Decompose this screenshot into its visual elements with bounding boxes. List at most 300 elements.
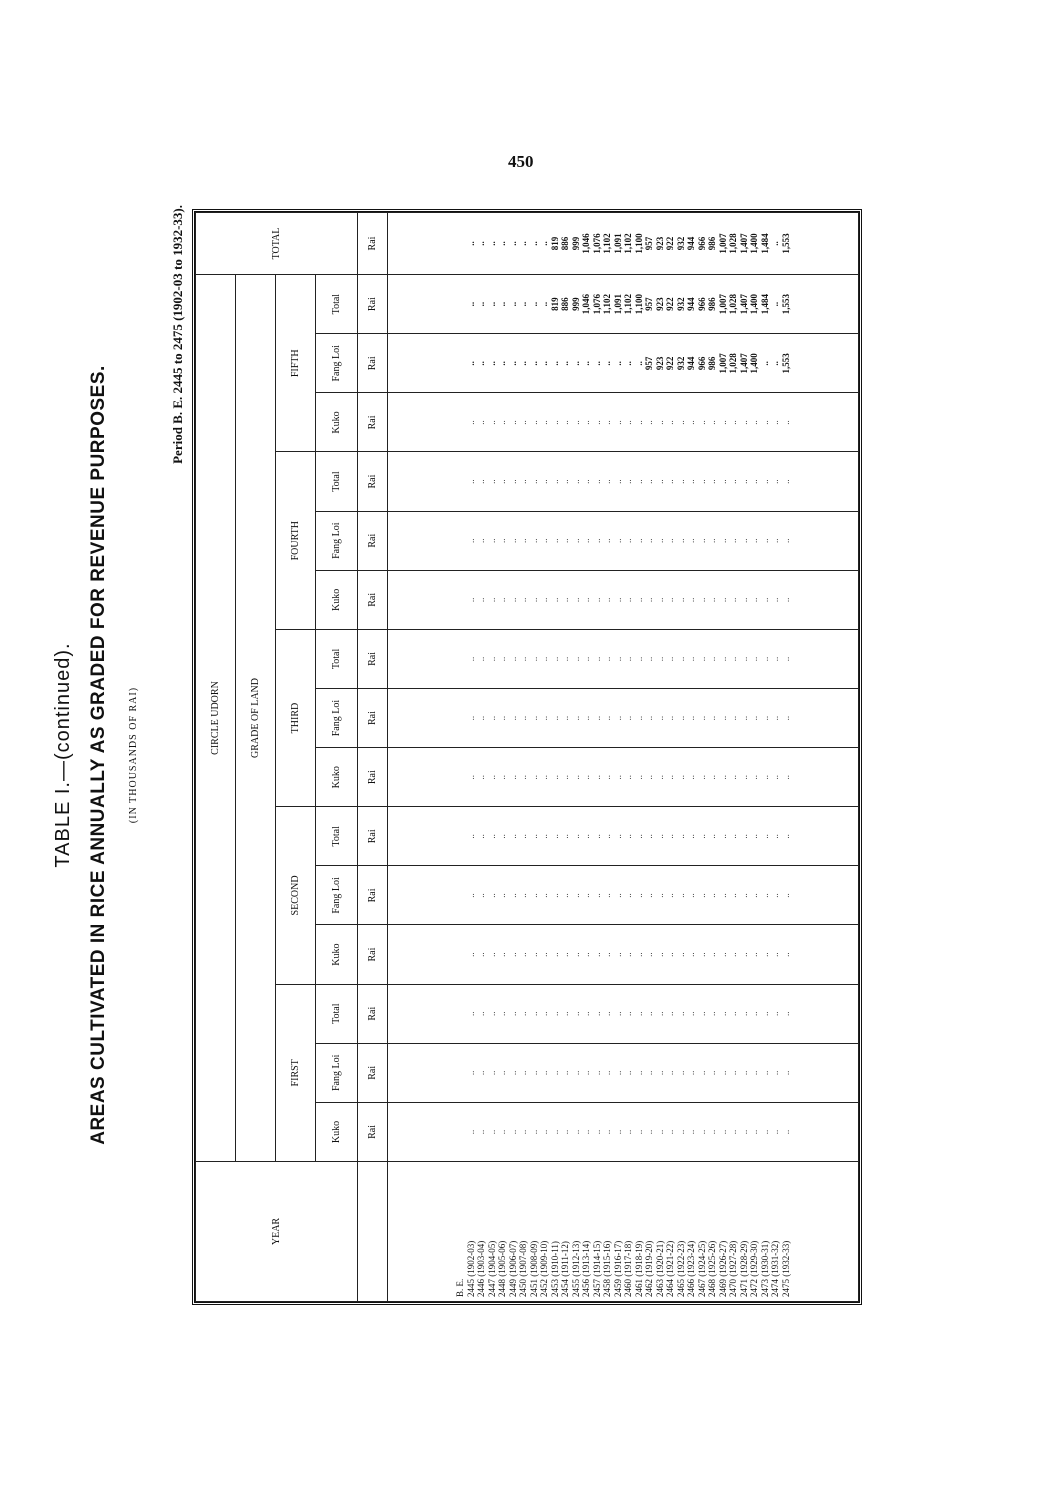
empty-cell: ..: [770, 538, 780, 543]
empty-cell: ..: [665, 1070, 675, 1076]
empty-cell: ..: [602, 715, 612, 721]
value-cell: ..: [518, 361, 528, 366]
empty-cell: ..: [623, 1011, 633, 1016]
empty-cell: ..: [633, 479, 644, 484]
value-cell: 1,553: [780, 353, 791, 374]
empty-cell: ..: [623, 479, 633, 484]
empty-cell: ..: [770, 597, 780, 603]
value-cell: ..: [465, 241, 476, 246]
value-cell: ..: [497, 301, 507, 307]
empty-cell: ..: [759, 952, 770, 957]
value-cell: 922: [665, 297, 675, 311]
empty-cell: ..: [623, 715, 633, 721]
empty-cell: ..: [497, 774, 507, 780]
value-cell: ..: [623, 361, 633, 366]
empty-cell: ..: [539, 538, 549, 543]
col-second-kuko: [388, 925, 859, 984]
year-entry: 2472 (1929-30): [749, 1240, 759, 1297]
empty-cell: ..: [717, 1070, 728, 1076]
empty-cell: ..: [665, 420, 675, 425]
empty-cell: ..: [644, 656, 654, 662]
empty-cell: ..: [686, 893, 696, 898]
empty-cell: ..: [633, 715, 644, 721]
empty-cell: ..: [707, 715, 717, 721]
empty-cell: ..: [591, 715, 602, 721]
value-cell: 923: [654, 236, 665, 251]
value-cell: 1,407: [738, 294, 749, 315]
table-subtitle: AREAS CULTIVATED IN RICE ANNUALLY AS GRADED FOR REVENUE PURPOSES.: [88, 365, 109, 1145]
empty-cell: ..: [749, 597, 759, 603]
empty-cell: ..: [665, 715, 675, 721]
empty-cell: ..: [570, 1011, 581, 1016]
empty-cell: ..: [654, 1011, 665, 1016]
empty-cell: ..: [707, 834, 717, 839]
empty-cell: ..: [581, 715, 591, 721]
year-entry: 2468 (1925-26): [707, 1240, 717, 1297]
unit-label: Rai: [358, 629, 388, 688]
empty-cell: ..: [528, 420, 539, 425]
empty-cell: ..: [465, 715, 476, 721]
empty-cell: ..: [686, 715, 696, 721]
value-cell: 1,400: [749, 294, 759, 315]
sub-header-second-fang-loi: Fang Loi: [316, 866, 358, 925]
value-cell: ..: [476, 301, 486, 307]
value-cell: ..: [497, 361, 507, 366]
empty-cell: ..: [476, 1129, 486, 1135]
empty-cell: ..: [665, 952, 675, 957]
value-cell: ..: [507, 301, 518, 307]
empty-cell: ..: [476, 656, 486, 662]
empty-cell: ..: [570, 597, 581, 603]
value-cell: 886: [560, 236, 570, 251]
empty-cell: ..: [570, 420, 581, 425]
empty-cell: ..: [728, 1070, 738, 1076]
value-cell: 1,007: [717, 233, 728, 254]
empty-cell: ..: [675, 834, 686, 839]
empty-cell: ..: [465, 656, 476, 662]
year-entry: 2450 (1907-08): [518, 1240, 528, 1297]
empty-cell: ..: [560, 597, 570, 603]
value-cell: ..: [539, 301, 549, 307]
empty-cell: ..: [581, 656, 591, 662]
empty-cell: ..: [654, 597, 665, 603]
empty-cell: ..: [549, 420, 560, 425]
col-fifth-total: [388, 275, 859, 334]
empty-cell: ..: [486, 538, 497, 543]
col-first-fang-loi: [388, 1043, 859, 1102]
sub-header-fifth-total: Total: [316, 275, 358, 334]
empty-cell: ..: [612, 1070, 623, 1076]
value-cell: 1,028: [728, 353, 738, 374]
value-cell: 1,102: [602, 294, 612, 315]
value-cell: ..: [539, 361, 549, 366]
empty-cell: ..: [581, 479, 591, 484]
empty-cell: ..: [633, 597, 644, 603]
empty-cell: ..: [728, 834, 738, 839]
unit-label: Rai: [358, 748, 388, 807]
value-cell: 957: [644, 297, 654, 311]
empty-cell: ..: [717, 656, 728, 662]
empty-cell: ..: [497, 1011, 507, 1016]
circle-header: CIRCLE UDORN: [196, 275, 236, 1162]
units-note: (IN THOUSANDS OF RAI): [128, 686, 139, 824]
empty-cell: ..: [539, 479, 549, 484]
value-cell: ..: [476, 241, 486, 246]
value-cell: 999: [570, 236, 581, 251]
empty-cell: ..: [770, 479, 780, 484]
sub-header-third-fang-loi: Fang Loi: [316, 689, 358, 748]
empty-cell: ..: [539, 952, 549, 957]
col-fifth-fang-loi: [388, 334, 859, 393]
empty-cell: ..: [623, 420, 633, 425]
empty-cell: ..: [528, 1011, 539, 1016]
empty-cell: ..: [686, 1129, 696, 1135]
empty-cell: ..: [770, 952, 780, 957]
empty-cell: ..: [612, 893, 623, 898]
empty-cell: ..: [644, 1011, 654, 1016]
value-cell: ..: [497, 241, 507, 246]
empty-cell: ..: [675, 1129, 686, 1135]
unit-label: Rai: [358, 925, 388, 984]
value-cell: ..: [518, 241, 528, 246]
unit-label: Rai: [358, 511, 388, 570]
empty-cell: ..: [570, 479, 581, 484]
empty-cell: ..: [507, 1011, 518, 1016]
empty-cell: ..: [780, 1129, 791, 1135]
empty-cell: ..: [780, 834, 791, 839]
unit-label: Rai: [358, 866, 388, 925]
empty-cell: ..: [644, 774, 654, 780]
empty-cell: ..: [654, 420, 665, 425]
empty-cell: ..: [780, 656, 791, 662]
empty-cell: ..: [612, 479, 623, 484]
empty-cell: ..: [486, 893, 497, 898]
empty-cell: ..: [759, 893, 770, 898]
value-cell: 932: [675, 356, 686, 371]
year-entry: 2456 (1913-14): [581, 1240, 591, 1297]
empty-cell: ..: [507, 538, 518, 543]
year-entry: 2475 (1932-33): [780, 1240, 791, 1297]
empty-cell: ..: [759, 715, 770, 721]
empty-cell: ..: [665, 538, 675, 543]
empty-cell: ..: [612, 715, 623, 721]
year-entry: 2465 (1922-23): [675, 1240, 686, 1297]
sub-header-fifth-fang-loi: Fang Loi: [316, 334, 358, 393]
col-second-fang-loi: [388, 866, 859, 925]
empty-cell: ..: [549, 834, 560, 839]
empty-cell: ..: [696, 834, 707, 839]
empty-cell: ..: [581, 1070, 591, 1076]
empty-cell: ..: [644, 715, 654, 721]
empty-cell: ..: [528, 715, 539, 721]
empty-cell: ..: [570, 1129, 581, 1135]
empty-cell: ..: [738, 1070, 749, 1076]
empty-cell: ..: [675, 597, 686, 603]
empty-cell: ..: [654, 479, 665, 484]
empty-cell: ..: [612, 952, 623, 957]
col-first-total: [388, 984, 859, 1043]
empty-cell: ..: [497, 479, 507, 484]
empty-cell: ..: [539, 1011, 549, 1016]
empty-cell: ..: [644, 1129, 654, 1135]
empty-cell: ..: [759, 834, 770, 839]
empty-cell: ..: [602, 893, 612, 898]
empty-cell: ..: [528, 656, 539, 662]
value-cell: 957: [644, 356, 654, 371]
empty-cell: ..: [675, 893, 686, 898]
page-number: 450: [508, 152, 534, 171]
empty-cell: ..: [602, 597, 612, 603]
empty-cell: ..: [675, 420, 686, 425]
empty-cell: ..: [633, 538, 644, 543]
value-cell: 1,076: [591, 294, 602, 315]
unit-label: Rai: [358, 984, 388, 1043]
empty-cell: ..: [476, 715, 486, 721]
empty-cell: ..: [476, 1070, 486, 1076]
value-cell: 932: [675, 236, 686, 251]
year-header: YEAR: [196, 1162, 358, 1302]
empty-cell: ..: [612, 420, 623, 425]
empty-cell: ..: [665, 834, 675, 839]
empty-cell: ..: [518, 952, 528, 957]
empty-cell: ..: [486, 479, 497, 484]
empty-cell: ..: [560, 1011, 570, 1016]
empty-cell: ..: [749, 420, 759, 425]
unit-label: Rai: [358, 213, 388, 275]
empty-cell: ..: [486, 1070, 497, 1076]
empty-cell: ..: [749, 774, 759, 780]
empty-cell: ..: [602, 656, 612, 662]
empty-cell: ..: [570, 774, 581, 780]
year-entry: 2457 (1914-15): [591, 1240, 602, 1297]
empty-cell: ..: [633, 893, 644, 898]
year-entry: 2445 (1902-03): [465, 1240, 476, 1297]
empty-cell: ..: [591, 420, 602, 425]
empty-cell: ..: [507, 715, 518, 721]
empty-cell: ..: [507, 1129, 518, 1135]
grade-third-header: THIRD: [276, 629, 316, 806]
empty-cell: ..: [696, 420, 707, 425]
empty-cell: ..: [749, 834, 759, 839]
empty-cell: ..: [602, 1070, 612, 1076]
empty-cell: ..: [560, 715, 570, 721]
value-cell: ..: [528, 361, 539, 366]
empty-cell: ..: [686, 774, 696, 780]
empty-cell: ..: [696, 1129, 707, 1135]
empty-cell: ..: [465, 1070, 476, 1076]
empty-cell: ..: [539, 715, 549, 721]
col-fourth-total: [388, 452, 859, 511]
empty-cell: ..: [759, 538, 770, 543]
col-grand-total: [388, 213, 859, 275]
year-entry: 2471 (1928-29): [738, 1240, 749, 1297]
empty-cell: ..: [759, 1070, 770, 1076]
empty-cell: ..: [696, 479, 707, 484]
col-second-total: [388, 807, 859, 866]
empty-cell: ..: [717, 715, 728, 721]
value-cell: 1,046: [581, 233, 591, 254]
empty-cell: ..: [665, 597, 675, 603]
empty-cell: ..: [602, 479, 612, 484]
empty-cell: ..: [570, 1070, 581, 1076]
empty-cell: ..: [770, 1070, 780, 1076]
empty-cell: ..: [633, 1129, 644, 1135]
empty-cell: ..: [581, 893, 591, 898]
empty-cell: ..: [780, 1011, 791, 1016]
data-table-frame: [192, 209, 862, 1305]
empty-cell: ..: [539, 597, 549, 603]
value-cell: ..: [770, 241, 780, 246]
empty-cell: ..: [581, 420, 591, 425]
empty-cell: ..: [549, 774, 560, 780]
value-cell: ..: [465, 361, 476, 366]
empty-cell: ..: [749, 1070, 759, 1076]
empty-cell: ..: [549, 597, 560, 603]
value-cell: ..: [591, 361, 602, 366]
empty-cell: ..: [770, 893, 780, 898]
grade-fifth-header: FIFTH: [276, 275, 316, 453]
empty-cell: ..: [770, 774, 780, 780]
empty-cell: ..: [581, 597, 591, 603]
empty-cell: ..: [633, 834, 644, 839]
empty-cell: ..: [549, 1129, 560, 1135]
sub-header-second-total: Total: [316, 807, 358, 866]
empty-cell: ..: [539, 420, 549, 425]
empty-cell: ..: [560, 479, 570, 484]
year-entry: 2459 (1916-17): [612, 1240, 623, 1297]
empty-cell: ..: [728, 479, 738, 484]
value-cell: ..: [507, 361, 518, 366]
empty-cell: ..: [623, 1129, 633, 1135]
empty-cell: ..: [707, 656, 717, 662]
empty-cell: ..: [591, 656, 602, 662]
empty-cell: ..: [602, 420, 612, 425]
period-line: Period B. E. 2445 to 2475 (1902-03 to 1932-33).: [170, 205, 185, 464]
empty-cell: ..: [465, 1011, 476, 1016]
empty-cell: ..: [465, 538, 476, 543]
empty-cell: ..: [738, 479, 749, 484]
empty-cell: ..: [780, 893, 791, 898]
unit-label: Rai: [358, 570, 388, 629]
value-cell: 1,100: [633, 294, 644, 315]
empty-cell: ..: [602, 834, 612, 839]
empty-cell: ..: [770, 1011, 780, 1016]
empty-cell: ..: [560, 952, 570, 957]
unit-blank: [358, 1162, 388, 1302]
empty-cell: ..: [707, 420, 717, 425]
value-cell: ..: [602, 361, 612, 366]
empty-cell: ..: [581, 952, 591, 957]
empty-cell: ..: [675, 1011, 686, 1016]
year-list: [388, 1162, 859, 1302]
sub-header-third-total: Total: [316, 629, 358, 688]
empty-cell: ..: [749, 1129, 759, 1135]
empty-cell: ..: [591, 952, 602, 957]
sub-header-first-total: Total: [316, 984, 358, 1043]
value-cell: 1,102: [623, 233, 633, 254]
empty-cell: ..: [518, 715, 528, 721]
empty-cell: ..: [539, 656, 549, 662]
empty-cell: ..: [602, 1129, 612, 1135]
empty-cell: ..: [507, 479, 518, 484]
empty-cell: ..: [539, 1070, 549, 1076]
empty-cell: ..: [560, 656, 570, 662]
empty-cell: ..: [507, 774, 518, 780]
empty-cell: ..: [560, 774, 570, 780]
empty-cell: ..: [707, 538, 717, 543]
empty-cell: ..: [581, 1129, 591, 1135]
value-cell: 944: [686, 236, 696, 251]
empty-cell: ..: [507, 834, 518, 839]
empty-cell: ..: [528, 538, 539, 543]
empty-cell: ..: [591, 1129, 602, 1135]
empty-cell: ..: [696, 538, 707, 543]
empty-cell: ..: [560, 1070, 570, 1076]
value-cell: 1,407: [738, 233, 749, 254]
empty-cell: ..: [633, 1011, 644, 1016]
empty-cell: ..: [591, 538, 602, 543]
value-cell: ..: [486, 361, 497, 366]
empty-cell: ..: [570, 952, 581, 957]
col-fifth-kuko: [388, 393, 859, 452]
empty-cell: ..: [465, 1129, 476, 1135]
empty-cell: ..: [644, 538, 654, 543]
year-entry: 2470 (1927-28): [728, 1240, 738, 1297]
empty-cell: ..: [486, 597, 497, 603]
unit-label: Rai: [358, 393, 388, 452]
value-cell: 1,091: [612, 294, 623, 315]
sub-header-third-kuko: Kuko: [316, 748, 358, 807]
value-cell: ..: [539, 241, 549, 246]
value-cell: 922: [665, 356, 675, 371]
unit-label: Rai: [358, 334, 388, 393]
empty-cell: ..: [696, 893, 707, 898]
empty-cell: ..: [633, 774, 644, 780]
empty-cell: ..: [486, 952, 497, 957]
year-entry: 2463 (1920-21): [654, 1240, 665, 1297]
empty-cell: ..: [560, 834, 570, 839]
grade-second-header: SECOND: [276, 807, 316, 984]
total-header: TOTAL: [196, 213, 358, 275]
value-cell: 1,076: [591, 233, 602, 254]
empty-cell: ..: [717, 420, 728, 425]
empty-cell: ..: [749, 715, 759, 721]
empty-cell: ..: [686, 952, 696, 957]
empty-cell: ..: [686, 1070, 696, 1076]
empty-cell: ..: [581, 834, 591, 839]
empty-cell: ..: [654, 893, 665, 898]
empty-cell: ..: [602, 952, 612, 957]
empty-cell: ..: [707, 1011, 717, 1016]
empty-cell: ..: [581, 774, 591, 780]
empty-cell: ..: [707, 1070, 717, 1076]
empty-cell: ..: [654, 774, 665, 780]
empty-cell: ..: [707, 774, 717, 780]
empty-cell: ..: [654, 656, 665, 662]
empty-cell: ..: [749, 479, 759, 484]
empty-cell: ..: [686, 1011, 696, 1016]
table-title: TABLE I.—(continued).: [52, 642, 74, 868]
empty-cell: ..: [497, 952, 507, 957]
empty-cell: ..: [759, 1011, 770, 1016]
empty-cell: ..: [696, 656, 707, 662]
col-third-fang-loi: [388, 689, 859, 748]
empty-cell: ..: [686, 656, 696, 662]
value-cell: 922: [665, 236, 675, 251]
empty-cell: ..: [591, 893, 602, 898]
empty-cell: ..: [644, 420, 654, 425]
empty-cell: ..: [654, 1070, 665, 1076]
